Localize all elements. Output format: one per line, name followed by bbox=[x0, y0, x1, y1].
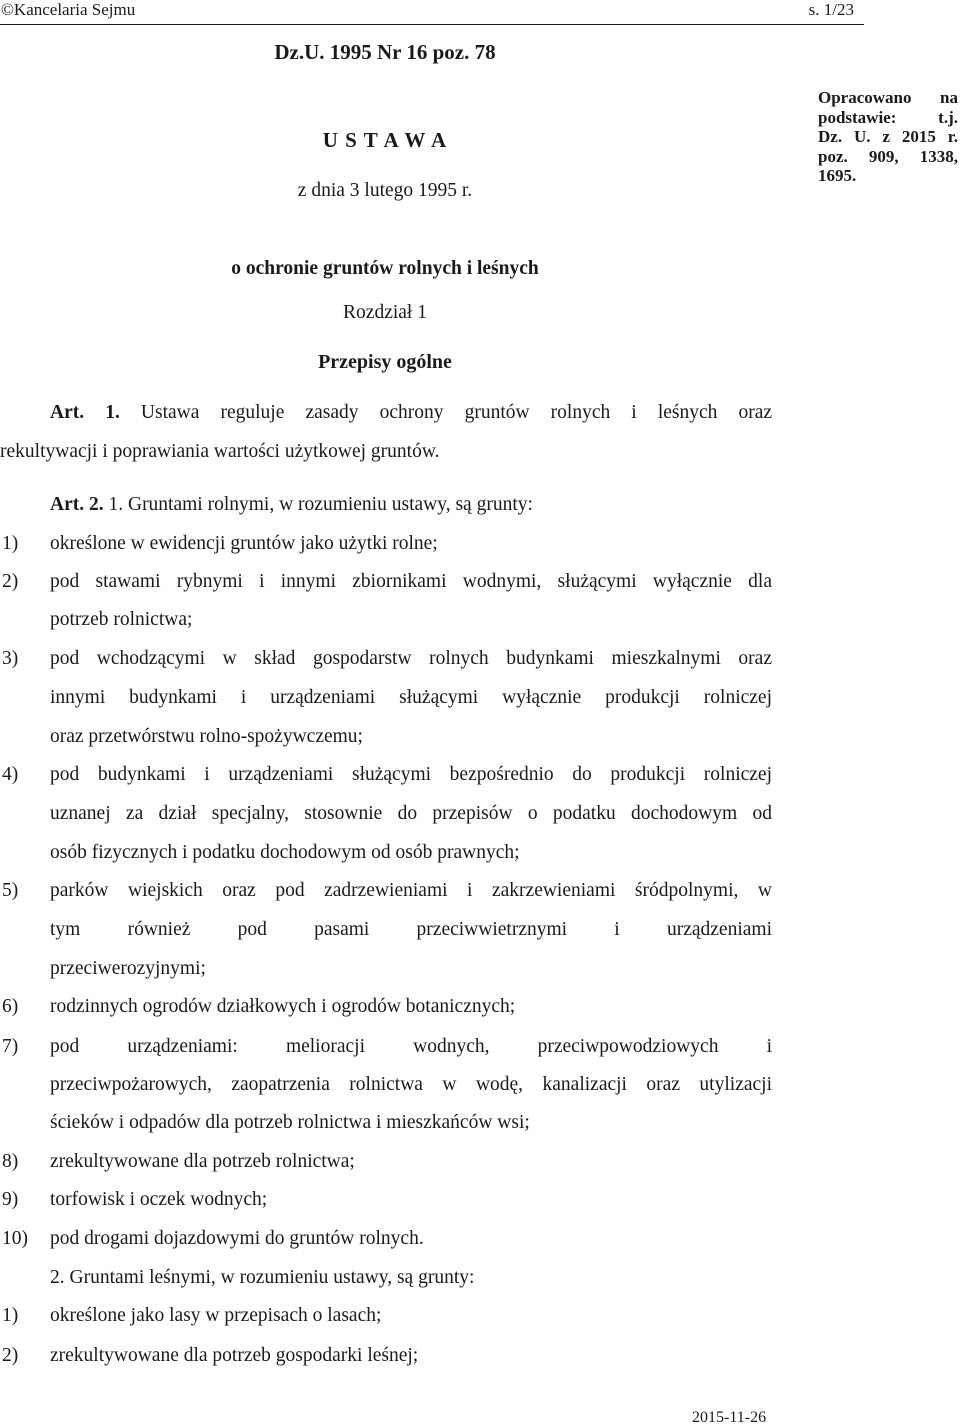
list-item-number: 3) bbox=[2, 648, 19, 669]
list-item-text: przeciwpożarowych, zaopatrzenia rolnictwa w wodę, kanalizacji oraz utylizacji bbox=[50, 1074, 772, 1095]
side-note-line: poz. 909, 1338, bbox=[818, 146, 958, 166]
document-type: U S T A W A bbox=[322, 128, 448, 152]
footer-date: 2015-11-26 bbox=[692, 1409, 767, 1426]
art2-intro: Art. 2. 1. Gruntami rolnymi, w rozumieniu ustawy, są grunty: bbox=[50, 494, 533, 515]
list-item-text: osób fizycznych i podatku dochodowym od osób prawnych; bbox=[50, 842, 520, 863]
art2-para2: 2. Gruntami leśnymi, w rozumieniu ustawy, są grunty: bbox=[50, 1267, 475, 1288]
chapter-title: Przepisy ogólne bbox=[318, 351, 452, 373]
list-item-text: zrekultywowane dla potrzeb rolnictwa; bbox=[50, 1151, 355, 1172]
list-item-number: 7) bbox=[2, 1036, 19, 1057]
document-date: z dnia 3 lutego 1995 r. bbox=[297, 180, 473, 201]
list-item-text: ścieków i odpadów dla potrzeb rolnictwa i mieszkańców wsi; bbox=[50, 1112, 530, 1133]
list-item-number: 4) bbox=[2, 764, 19, 785]
list-item-text: uznanej za dział specjalny, stosownie do przepisów o podatku dochodowym od bbox=[50, 803, 772, 824]
art2-label: Art. 2. bbox=[50, 494, 104, 515]
art1-line1: Art. 1. Ustawa reguluje zasady ochrony gruntów rolnych i leśnych oraz bbox=[50, 402, 773, 423]
list-item-number: 1) bbox=[2, 533, 19, 554]
list-item-text: przeciwerozyjnymi; bbox=[50, 958, 206, 979]
side-note-line: Dz. U. z 2015 r. bbox=[818, 127, 958, 146]
list-item-number: 2) bbox=[2, 1345, 19, 1366]
list-item-number: 2) bbox=[2, 571, 19, 592]
list-item-text: pod urządzeniami: melioracji wodnych, przeciwpowodziowych i bbox=[50, 1036, 772, 1057]
list-item-text: określone jako lasy w przepisach o lasach; bbox=[50, 1305, 382, 1326]
list-item-text: tym również pod pasami przeciwwietrznymi i urządzeniami bbox=[50, 919, 772, 940]
list-item-text: torfowisk i oczek wodnych; bbox=[50, 1189, 268, 1210]
list-item-number: 6) bbox=[2, 996, 19, 1017]
list-item-text: rodzinnych ogrodów działkowych i ogrodów botanicznych; bbox=[50, 996, 516, 1017]
document-subject: o ochronie gruntów rolnych i leśnych bbox=[231, 258, 539, 279]
list-item-text: pod wchodzącymi w skład gospodarstw rolnych budynkami mieszkalnymi oraz bbox=[50, 648, 772, 669]
list-item-number: 8) bbox=[2, 1151, 19, 1172]
header-page-number: s. 1/23 bbox=[808, 0, 854, 19]
list-item-text: określone w ewidencji gruntów jako użytki rolne; bbox=[50, 533, 438, 554]
list-item-number: 5) bbox=[2, 880, 19, 901]
list-item-text: pod stawami rybnymi i innymi zbiornikami wodnymi, służącymi wyłącznie dla bbox=[50, 571, 772, 592]
list-item-text: innymi budynkami i urządzeniami służącymi wyłącznie produkcji rolniczej bbox=[50, 687, 772, 708]
side-note bbox=[818, 88, 958, 186]
side-note-line: 1695. bbox=[818, 166, 857, 185]
list-item-number: 10) bbox=[2, 1228, 28, 1249]
list-item-number: 9) bbox=[2, 1189, 19, 1210]
list-item-text: pod drogami dojazdowymi do gruntów rolnych. bbox=[50, 1228, 424, 1249]
header-separator bbox=[0, 24, 864, 25]
header-publisher: ©Kancelaria Sejmu bbox=[1, 0, 136, 19]
side-note-line: Opracowano na bbox=[818, 88, 958, 107]
art1-line2: rekultywacji i poprawiania wartości użytkowej gruntów. bbox=[0, 441, 440, 462]
chapter-label: Rozdział 1 bbox=[343, 302, 427, 323]
list-item-text: parków wiejskich oraz pod zadrzewieniami i zakrzewieniami śródpolnymi, w bbox=[50, 880, 772, 901]
list-item-text: pod budynkami i urządzeniami służącymi bezpośrednio do produkcji rolniczej bbox=[50, 764, 772, 785]
art1-label: Art. 1. bbox=[50, 402, 120, 423]
side-note-line: podstawie: t.j. bbox=[818, 107, 958, 127]
list-item-text: zrekultywowane dla potrzeb gospodarki leśnej; bbox=[50, 1345, 419, 1366]
list-item-text: potrzeb rolnictwa; bbox=[50, 609, 193, 630]
list-item-text: oraz przetwórstwu rolno-spożywczemu; bbox=[50, 726, 363, 747]
journal-reference: Dz.U. 1995 Nr 16 poz. 78 bbox=[274, 40, 496, 64]
list-item-number: 1) bbox=[2, 1305, 19, 1326]
